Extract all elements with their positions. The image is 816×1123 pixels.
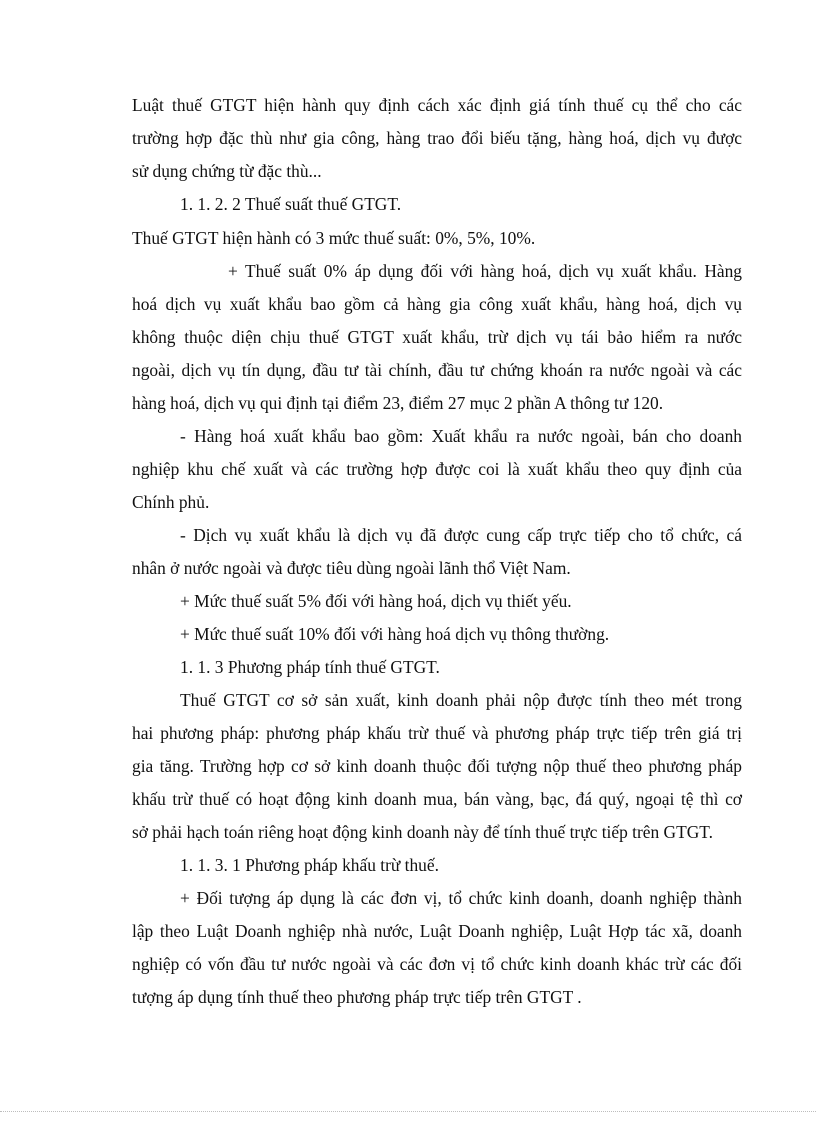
paragraph-line: không thuộc diện chịu thuế GTGT xuất khẩu, trừ dịch vụ tái bảo hiểm ra nước (132, 327, 742, 347)
paragraph-line: nhân ở nước ngoài và được tiêu dùng ngoài lãnh thổ Việt Nam. (132, 558, 571, 578)
paragraph-line: gia tăng. Trường hợp cơ sở kinh doanh thuộc đối tượng nộp thuế theo phương pháp (132, 756, 742, 776)
paragraph-line: Thuế GTGT cơ sở sản xuất, kinh doanh phải nộp được tính theo mét trong (180, 690, 742, 710)
paragraph-line: trường hợp đặc thù như gia công, hàng trao đổi biếu tặng, hàng hoá, dịch vụ được (132, 128, 742, 148)
paragraph-line: + Mức thuế suất 10% đối với hàng hoá dịch vụ thông thường. (180, 624, 610, 644)
paragraph-line: Luật thuế GTGT hiện hành quy định cách xác định giá tính thuế cụ thể cho các (132, 95, 742, 115)
paragraph-line: sử dụng chứng từ đặc thù... (132, 161, 322, 181)
paragraph-line: nghiệp khu chế xuất và các trường hợp được coi là xuất khẩu theo quy định của (132, 459, 742, 479)
paragraph-line: hoá dịch vụ xuất khẩu bao gồm cả hàng gia công xuất khẩu, hàng hoá, dịch vụ (132, 294, 742, 314)
section-heading: 1. 1. 2. 2 Thuế suất thuế GTGT. (180, 194, 402, 214)
paragraph-line: + Thuế suất 0% áp dụng đối với hàng hoá, dịch vụ xuất khẩu. Hàng (228, 261, 742, 281)
paragraph-line: hai phương pháp: phương pháp khấu trừ thuế và phương pháp trực tiếp trên giá trị (132, 723, 742, 743)
paragraph-line: khấu trừ thuế có hoạt động kinh doanh mua, bán vàng, bạc, đá quý, ngoại tệ thì cơ (132, 789, 742, 809)
paragraph-line: lập theo Luật Doanh nghiệp nhà nước, Luật Doanh nghiệp, Luật Hợp tác xã, doanh (132, 921, 742, 941)
paragraph-line: nghiệp có vốn đầu tư nước ngoài và các đơn vị tổ chức kinh doanh khác trừ các đối (132, 954, 742, 974)
paragraph-line: tượng áp dụng tính thuế theo phương pháp trực tiếp trên GTGT . (132, 987, 582, 1007)
section-heading: 1. 1. 3. 1 Phương pháp khấu trừ thuế. (180, 855, 439, 875)
paragraph-line: hàng hoá, dịch vụ qui định tại điểm 23, điểm 27 mục 2 phần A thông tư 120. (132, 393, 664, 413)
paragraph-line: Chính phủ. (132, 492, 210, 512)
page-bottom-divider (0, 1111, 816, 1112)
paragraph-line: - Dịch vụ xuất khẩu là dịch vụ đã được cung cấp trực tiếp cho tổ chức, cá (180, 525, 742, 545)
paragraph-line: + Đối tượng áp dụng là các đơn vị, tổ chức kinh doanh, doanh nghiệp thành (180, 888, 742, 908)
section-heading: 1. 1. 3 Phương pháp tính thuế GTGT. (180, 657, 440, 677)
paragraph-line: Thuế GTGT hiện hành có 3 mức thuế suất: 0%, 5%, 10%. (132, 228, 536, 248)
paragraph-line: ngoài, dịch vụ tín dụng, đầu tư tài chính, đầu tư chứng khoán ra nước ngoài và các (132, 360, 742, 380)
paragraph-line: sở phải hạch toán riêng hoạt động kinh doanh này để tính thuế trực tiếp trên GTGT. (132, 822, 713, 842)
paragraph-line: - Hàng hoá xuất khẩu bao gồm: Xuất khẩu ra nước ngoài, bán cho doanh (180, 426, 742, 446)
paragraph-line: + Mức thuế suất 5% đối với hàng hoá, dịch vụ thiết yếu. (180, 591, 572, 611)
